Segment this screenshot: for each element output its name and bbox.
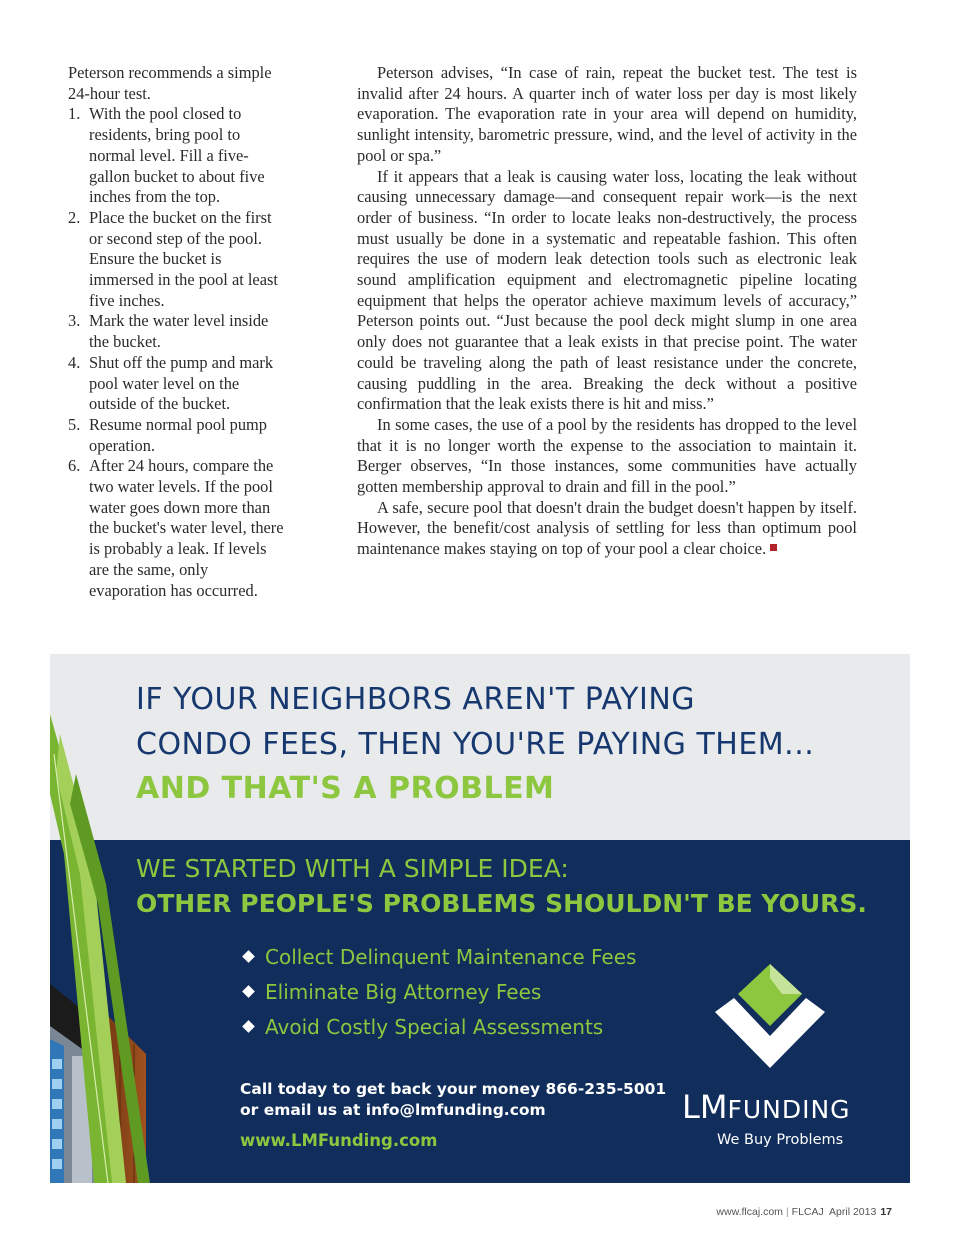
test-steps-list bbox=[68, 104, 288, 601]
ad-benefit-list bbox=[240, 939, 636, 1044]
lm-funding-logo-text bbox=[682, 1088, 851, 1126]
step-number: 2. bbox=[68, 207, 81, 227]
list-item bbox=[68, 415, 288, 456]
lm-funding-advertisement[interactable] bbox=[50, 654, 910, 1183]
list-item bbox=[68, 208, 288, 312]
step-number: 3. bbox=[68, 311, 81, 331]
step-number: 6. bbox=[68, 456, 81, 476]
end-of-article-mark bbox=[770, 544, 777, 551]
brand-lm: LM bbox=[682, 1088, 728, 1126]
footer-date: April 2013 bbox=[829, 1206, 877, 1218]
benefit-text: Collect Delinquent Maintenance Fees bbox=[265, 944, 637, 969]
page-number: 17 bbox=[880, 1206, 892, 1218]
intro-text: Peterson recommends a simple 24-hour test. bbox=[68, 63, 272, 103]
ad-email-cta[interactable]: or email us at info@lmfunding.com bbox=[240, 1101, 546, 1119]
footer-separator: | bbox=[785, 1206, 789, 1218]
list-item bbox=[68, 353, 288, 415]
page-footer bbox=[716, 1206, 892, 1218]
benefit-text: Eliminate Big Attorney Fees bbox=[265, 979, 542, 1004]
check-chevron-logo-icon bbox=[710, 964, 830, 1079]
step-text: Place the bucket on the first or second step of the pool. Ensure the bucket is immersed in the pool at least five inches. bbox=[89, 207, 278, 310]
list-item bbox=[240, 974, 636, 1009]
right-column bbox=[357, 63, 857, 560]
diamond-bullet-icon bbox=[242, 985, 255, 998]
list-item bbox=[240, 1009, 636, 1044]
footer-site: www.flcaj.com bbox=[716, 1206, 783, 1218]
step-text: Mark the water level inside the bucket. bbox=[89, 311, 269, 352]
article-paragraph: Peterson advises, “In case of rain, repeat the bucket test. The test is invalid after 24 hours. A quarter inch of water loss per day is most likely evaporation. The evaporation rate in your area will depend on humidity, sunlight intensity, barometric pressure, wind, and the level of activity in the pool or spa.” bbox=[357, 63, 857, 165]
step-text: With the pool closed to residents, bring pool to normal level. Fill a five-gallon bucket to about five inches from the top. bbox=[89, 104, 265, 207]
step-number: 5. bbox=[68, 414, 81, 434]
list-item bbox=[240, 939, 636, 974]
list-item bbox=[68, 104, 288, 208]
article-paragraph: If it appears that a leak is causing water loss, locating the leak without causing unnecessary damage—and consequent repair work—is the next order of business. “In order to locate leaks non-destructively, the process must usually be done in a systematic and repeatable fashion. This often requires the use of modern leak detection tools such as electronic leak sound amplification equipment and electromagnetic pipeline locating equipment that helps the operator achieve maximum levels of accuracy,” Peterson points out. “Just because the pool deck might slump in one area only does not guarantee that a leak exists in that precise point. The water could be traveling along the path of least resistance under the concrete, causing puddling in the area. Breaking the deck without a positive confirmation that the leak exists there is hit and miss.” bbox=[357, 166, 857, 414]
ad-headline-line-3: AND THAT'S A PROBLEM bbox=[136, 771, 555, 806]
step-text: Resume normal pool pump operation. bbox=[89, 414, 268, 455]
article-paragraph-text: A safe, secure pool that doesn't drain the budget doesn't happen by itself. However, the benefit/cost analysis of settling for less than optimum pool maintenance makes staying on top of your pool a clear choice. bbox=[357, 497, 857, 559]
ad-phone-cta[interactable]: Call today to get back your money 866-235-5001 bbox=[240, 1080, 667, 1098]
step-text: Shut off the pump and mark pool water level on the outside of the bucket. bbox=[89, 352, 274, 414]
left-column bbox=[68, 63, 288, 601]
list-item bbox=[68, 311, 288, 352]
step-number: 4. bbox=[68, 352, 81, 372]
ad-headline-line-1: IF YOUR NEIGHBORS AREN'T PAYING bbox=[136, 682, 696, 717]
step-text: After 24 hours, compare the two water levels. If the pool water goes down more than the bucket's water level, there is probably a leak. If levels are the same, only evaporation has occurred. bbox=[89, 456, 284, 600]
brand-tagline: We Buy Problems bbox=[717, 1132, 844, 1148]
ad-website-link[interactable]: www.LMFunding.com bbox=[240, 1131, 438, 1150]
step-number: 1. bbox=[68, 104, 81, 124]
ad-headline-line-2: CONDO FEES, THEN YOU'RE PAYING THEM... bbox=[136, 727, 815, 762]
diamond-bullet-icon bbox=[242, 950, 255, 963]
ad-subheadline-2: OTHER PEOPLE'S PROBLEMS SHOULDN'T BE YOURS. bbox=[136, 889, 867, 918]
article-paragraph: In some cases, the use of a pool by the residents has dropped to the level that it is no longer worth the expense to the association to maintain it. Berger observes, “In those instances, some communities have actually gotten membership approval to drain and fill in the pool.” bbox=[357, 414, 857, 497]
ad-subheadline-1: WE STARTED WITH A SIMPLE IDEA: bbox=[136, 854, 569, 883]
article-paragraph-last bbox=[357, 498, 857, 560]
list-item bbox=[68, 456, 288, 601]
benefit-text: Avoid Costly Special Assessments bbox=[265, 1014, 604, 1039]
brand-funding: FUNDING bbox=[727, 1095, 851, 1124]
diamond-bullet-icon bbox=[242, 1020, 255, 1033]
footer-publication: FLCAJ bbox=[791, 1206, 824, 1218]
